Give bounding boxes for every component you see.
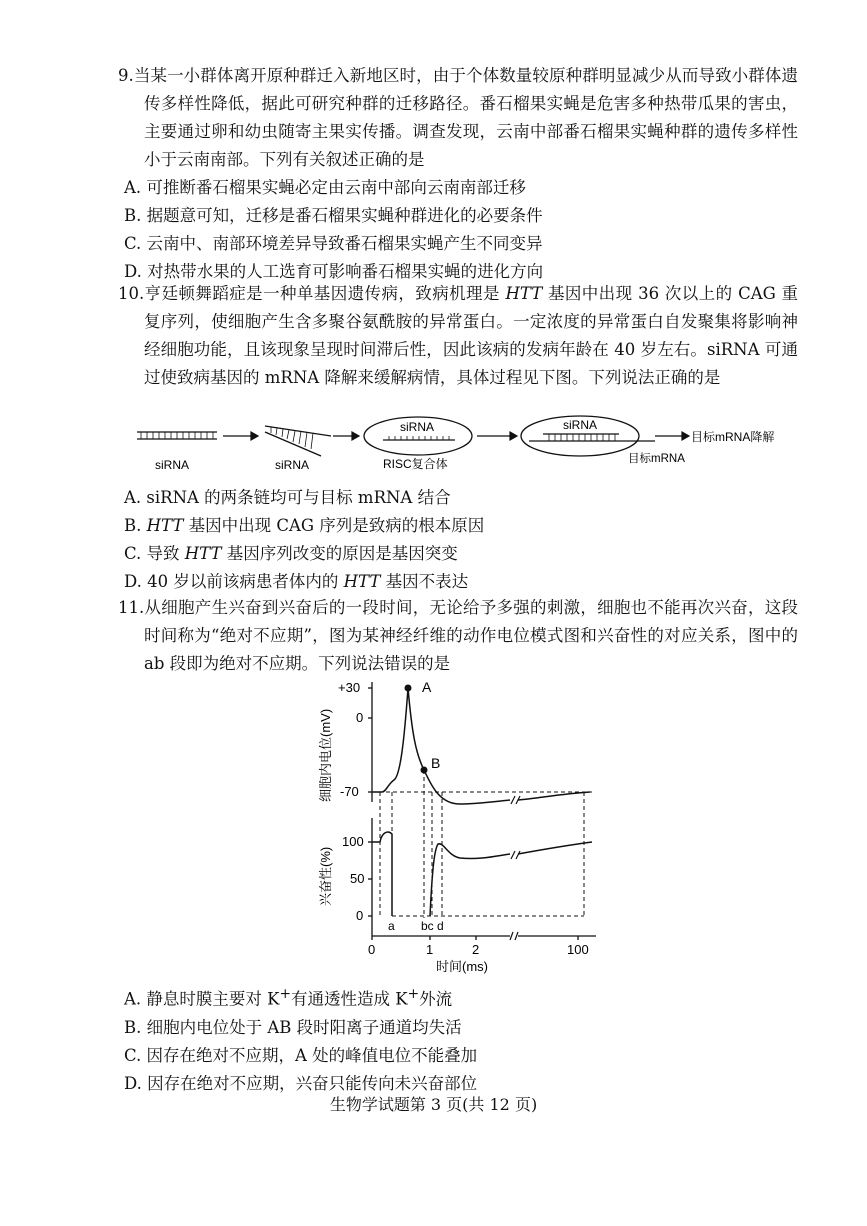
axis-break-icon (511, 851, 520, 859)
risc-label: RISC复合体 (383, 457, 448, 471)
ytick-top-30: +30 (338, 680, 361, 695)
question-10 (118, 280, 798, 392)
arrow-icon (223, 432, 258, 440)
potential-axes (368, 682, 372, 802)
xtick-0: 0 (368, 942, 376, 957)
ytick-top-0: 0 (356, 710, 364, 725)
sirna-separating-strands (265, 426, 331, 456)
point-b-label: B (431, 755, 441, 771)
option-c: C. 导致 HTT 基因序列改变的原因是基因突变 (124, 544, 458, 563)
ytick-bottom-100: 100 (342, 834, 364, 849)
axis-break-icon (510, 932, 518, 940)
xlabel-time: 时间(ms) (436, 959, 488, 974)
question-11-options (118, 980, 798, 1098)
option-a: A. 可推断番石榴果实蝇必定由云南中部向云南南部迁移 (124, 178, 526, 197)
option-a: A. 静息时膜主要对 K+有通透性造成 K+外流 (124, 986, 453, 1009)
option-b: B. HTT 基因中出现 CAG 序列是致病的根本原因 (124, 516, 485, 535)
action-potential-graph (300, 674, 620, 980)
question-10-stem: 10.亨廷顿舞蹈症是一种单基因遗传病，致病机理是 HTT 基因中出现 36 次以上的 CAG 重复序列，使细胞产生含多聚谷氨酰胺的异常蛋白。一定浓度的异常蛋白自发聚集将影响神经细胞功能，且该现象呈现时间滞后性，因此该病的发病年龄在 40 岁左右。siRNA 可通过使致病基因的 mRNA 降解来缓解病情，具体过程见下图。下列说法正确的是 (118, 284, 799, 387)
option-a: A. siRNA 的两条链均可与目标 mRNA 结合 (124, 488, 451, 507)
option-b: B. 据题意可知，迁移是番石榴果实蝇种群进化的必要条件 (124, 206, 543, 225)
question-11 (118, 594, 798, 678)
sirna-diagram (125, 412, 805, 472)
question-9-stem: 9.当某一小群体离开原种群迁入新地区时，由于个体数量较原种群明显减少从而导致小群体遗传多样性降低，据此可研究种群的迁移路径。番石榴果实蝇是危害多种热带瓜果的害虫，主要通过卵和幼虫随寄主果实传播。调查发现，云南中部番石榴果实蝇种群的遗传多样性小于云南南部。下列有关叙述正确的是 (118, 66, 798, 169)
question-number: 11. (118, 598, 145, 617)
action-potential-curve (372, 688, 590, 804)
risc-sirna-strand (383, 436, 455, 440)
option-c: C. 因存在绝对不应期，A 处的峰值电位不能叠加 (124, 1045, 478, 1065)
option-c: C. 云南中、南部环境差异导致番石榴果实蝇产生不同变异 (124, 234, 543, 253)
sirna-label-1: siRNA (155, 458, 190, 472)
question-number: 9. (118, 66, 134, 85)
sirna-duplex (137, 432, 217, 439)
xtick-1: 1 (426, 942, 434, 957)
ylabel-excitability: 兴奋性(%) (318, 846, 333, 906)
option-d: D. 对热带水果的人工选育可影响番石榴果实蝇的进化方向 (124, 262, 544, 281)
ytick-bottom-0: 0 (356, 908, 364, 923)
point-a-label: A (422, 679, 432, 695)
mark-a: a (388, 919, 395, 933)
excitability-curve (372, 832, 592, 916)
question-number: 10. (118, 284, 145, 303)
question-11-stem: 11.从细胞产生兴奋到兴奋后的一段时间，无论给予多强的刺激，细胞也不能再次兴奋，这段时间称为“绝对不应期”，图为某神经纤维的动作电位模式图和兴奋性的对应关系，图中的 ab 段即为绝对不应期。下列说法错误的是 (118, 598, 798, 673)
mark-bcd: bc d (421, 919, 444, 933)
target-mrna-duplex (529, 434, 655, 441)
arrow-icon (655, 432, 689, 440)
question-10-options (118, 484, 798, 596)
point-a-marker (405, 685, 412, 692)
target-mrna-label: 目标mRNA (628, 453, 685, 465)
question-9 (118, 62, 798, 286)
option-b: B. 细胞内电位处于 AB 段时阳离子通道均失活 (124, 1017, 462, 1037)
ytick-bottom-50: 50 (350, 871, 365, 886)
sirna-label-2: siRNA (275, 458, 310, 472)
option-d: D. 因存在绝对不应期，兴奋只能传向未兴奋部位 (124, 1073, 478, 1093)
option-d: D. 40 岁以前该病患者体内的 HTT 基因不表达 (124, 572, 469, 591)
excitability-axes (368, 818, 596, 940)
page-footer: 生物学试题第 3 页(共 12 页) (329, 1095, 538, 1114)
risc-inner-sirna-label: siRNA (400, 420, 435, 434)
xtick-2: 2 (472, 942, 480, 957)
axis-break-icon (511, 796, 520, 804)
mrna-degradation-label: 目标mRNA降解 (691, 430, 775, 444)
ytick-top-70: -70 (340, 784, 359, 799)
arrow-icon (477, 432, 517, 440)
reference-lines-top (372, 770, 592, 918)
arrow-icon (333, 432, 359, 440)
ylabel-potential: 细胞内电位(mV) (318, 708, 333, 802)
complex-inner-sirna-label: siRNA (563, 418, 598, 432)
xtick-100: 100 (567, 942, 589, 957)
reference-lines-bottom (372, 842, 584, 916)
